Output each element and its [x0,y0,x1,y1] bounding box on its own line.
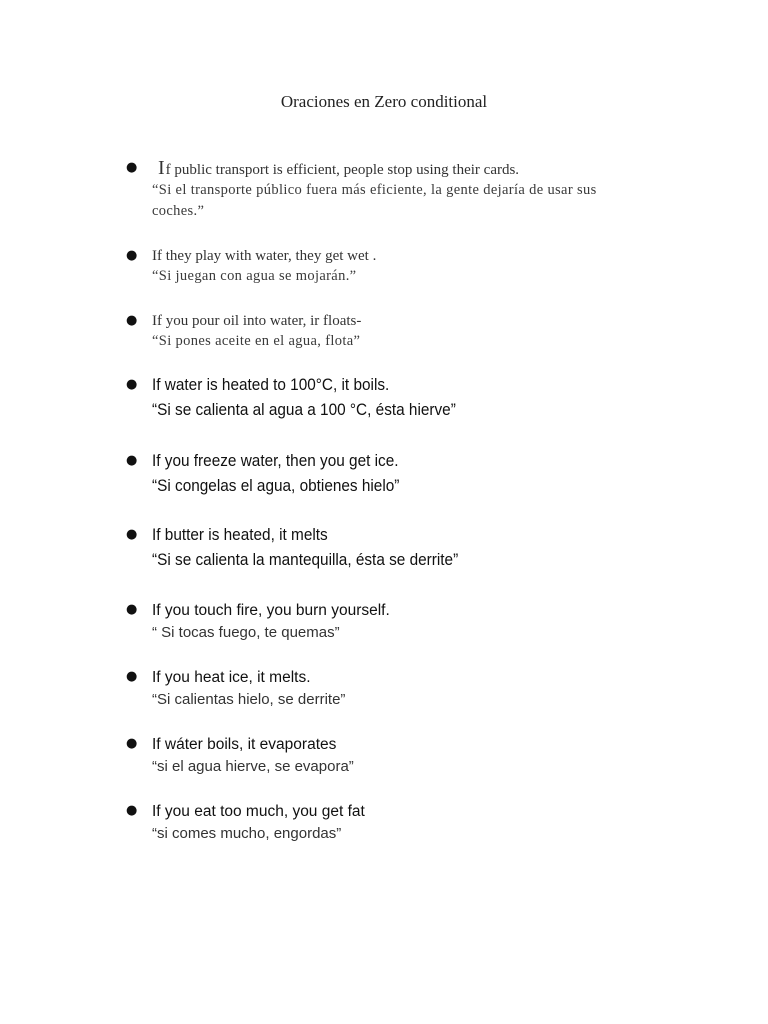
english-sentence: If you pour oil into water, ir floats- [152,313,362,329]
list-item [126,157,672,222]
english-sentence: If you freeze water, then you get ice. [152,452,399,470]
spanish-translation: “Si pones aceite en el agua, flota” [152,333,361,349]
english-sentence: If you touch fire, you burn yourself. [152,602,390,619]
list-item [126,667,672,711]
english-sentence: If butter is heated, it melts [152,526,328,544]
list-item [126,600,672,644]
english-sentence: If public transport is efficient, people stop using their cards. [158,157,520,179]
page-title: Oraciones en Zero conditional [280,92,488,111]
bullet-icon: ● [126,377,138,392]
bullet-icon: ● [126,160,138,175]
english-sentence: If wáter boils, it evaporates [152,736,337,753]
bullet-icon: ● [126,527,138,542]
english-sentence: If you eat too much, you get fat [152,803,365,820]
list-item [126,311,672,352]
bullet-icon: ● [126,248,138,263]
english-sentence: If you heat ice, it melts. [152,669,311,686]
spanish-translation: “ Si tocas fuego, te quemas” [152,624,340,641]
list-item [126,734,672,778]
bullet-icon: ● [126,602,138,617]
list-item [126,246,672,287]
list-item [126,523,672,573]
english-sentence: If water is heated to 100°C, it boils. [152,376,390,394]
spanish-translation: “Si calientas hielo, se derrite” [152,691,346,708]
spanish-translation: “Si se calienta la mantequilla, ésta se derrite” [152,551,459,569]
spanish-translation: “Si se calienta al agua a 100 °C, ésta hierve” [152,401,456,419]
bullet-icon: ● [126,453,138,468]
spanish-translation: “si el agua hierve, se evapora” [152,758,354,775]
list-item [126,373,672,423]
bullet-icon: ● [126,669,138,684]
list-item [126,801,672,845]
bullet-icon: ● [126,803,138,818]
english-sentence: If they play with water, they get wet . [152,248,377,264]
bullet-icon: ● [126,736,138,751]
list-item [126,449,672,499]
spanish-translation: “Si congelas el agua, obtienes hielo” [152,477,400,495]
spanish-translation: “Si el transporte público fuera más eficiente, la gente dejaría de usar sus coches.” [152,182,597,219]
bullet-icon: ● [126,313,138,328]
spanish-translation: “si comes mucho, engordas” [152,825,342,842]
spanish-translation: “Si juegan con agua se mojarán.” [152,268,357,284]
